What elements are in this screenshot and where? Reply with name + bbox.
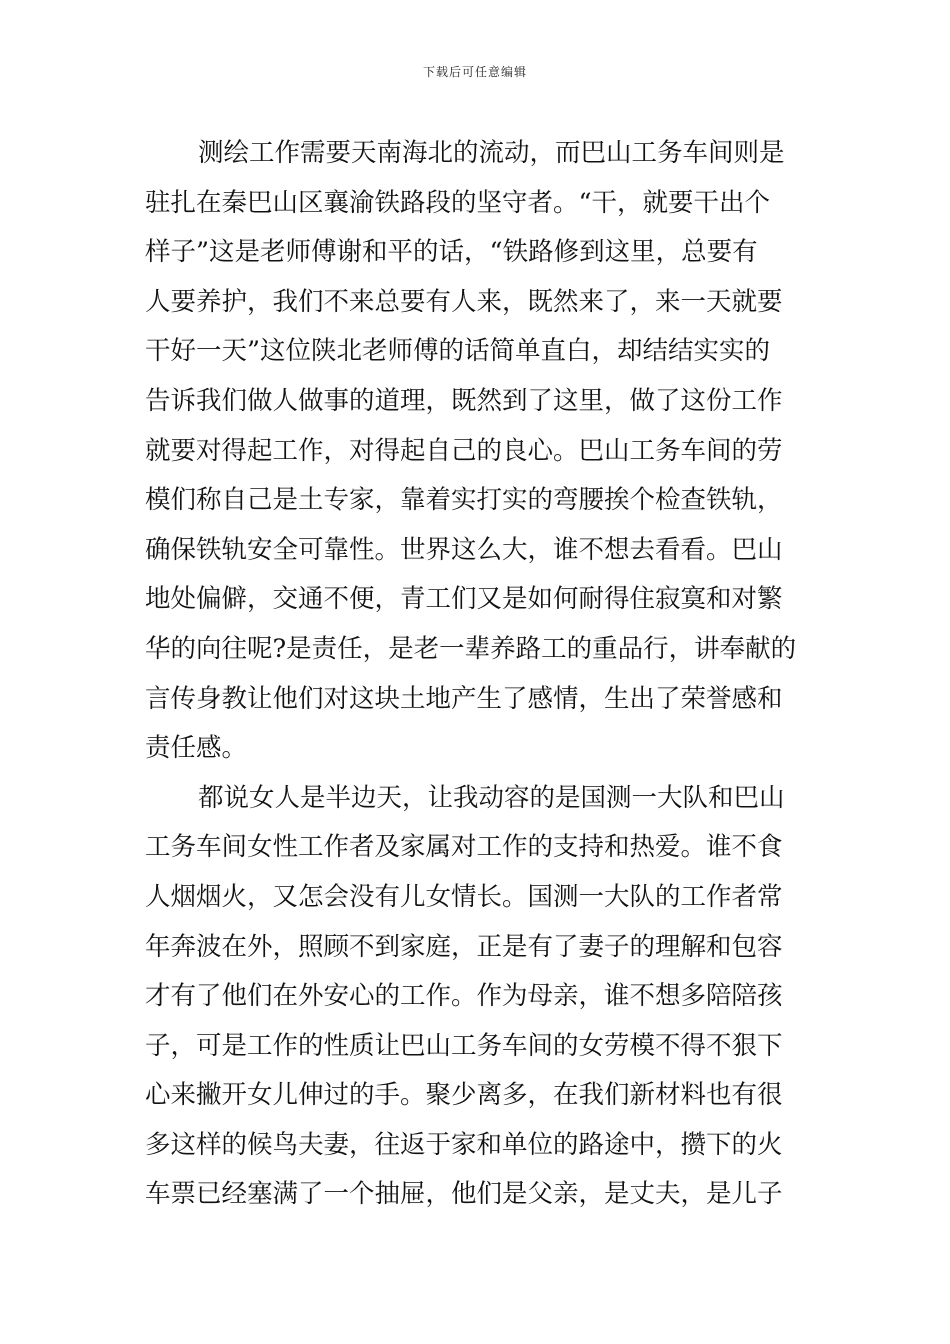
page-header: 下载后可任意编辑 [422,65,527,79]
text-line: 子，可是工作的性质让巴山工务车间的女劳模不得不狠下 [145,1030,783,1061]
text-line: 年奔波在外，照顾不到家庭，正是有了妻子的理解和包容 [145,931,783,962]
text-line: 工务车间女性工作者及家属对工作的支持和热爱。谁不食 [145,832,783,863]
text-line: 多这样的候鸟夫妻，往返于家和单位的路途中，攒下的火 [145,1129,783,1160]
text-line: 告诉我们做人做事的道理，既然到了这里，做了这份工作 [145,385,783,416]
text-line: 模们称自己是土专家，靠着实打实的弯腰挨个检查铁轨， [145,485,783,516]
text-line: 都说女人是半边天，让我动容的是国测一大队和巴山 [198,782,785,813]
text-line: 驻扎在秦巴山区襄渝铁路段的坚守者。“干，就要干出个 [145,187,771,218]
document-body [145,129,805,1220]
text-line: 言传身教让他们对这块土地产生了感情，生出了荣誉感和 [145,683,783,714]
text-line: 干好一天”这位陕北老师傅的话简单直白，却结结实实的 [145,336,771,367]
text-line: 责任感。 [145,733,248,764]
text-line: 华的向往呢?是责任，是老一辈养路工的重品行，讲奉献的 [145,633,797,664]
paragraph-1 [145,129,805,774]
text-line: 心来撇开女儿伸过的手。聚少离多，在我们新材料也有很 [145,1080,783,1111]
paragraph-2 [145,774,805,1220]
text-line: 地处偏僻，交通不便，青工们又是如何耐得住寂寞和对繁 [145,584,783,615]
text-line: 车票已经塞满了一个抽屉，他们是父亲，是丈夫，是儿子 [145,1179,783,1210]
text-line: 测绘工作需要天南海北的流动，而巴山工务车间则是 [198,138,785,168]
text-line: 才有了他们在外安心的工作。作为母亲，谁不想多陪陪孩 [145,981,783,1012]
text-line: 人要养护，我们不来总要有人来，既然来了，来一天就要 [145,286,783,317]
text-line: 样子”这是老师傅谢和平的话，“铁路修到这里，总要有 [145,237,758,268]
text-line: 人烟烟火，又怎会没有儿女情长。国测一大队的工作者常 [145,881,783,912]
text-line: 就要对得起工作，对得起自己的良心。巴山工务车间的劳 [145,435,783,466]
text-line: 确保铁轨安全可靠性。世界这么大，谁不想去看看。巴山 [145,534,783,565]
